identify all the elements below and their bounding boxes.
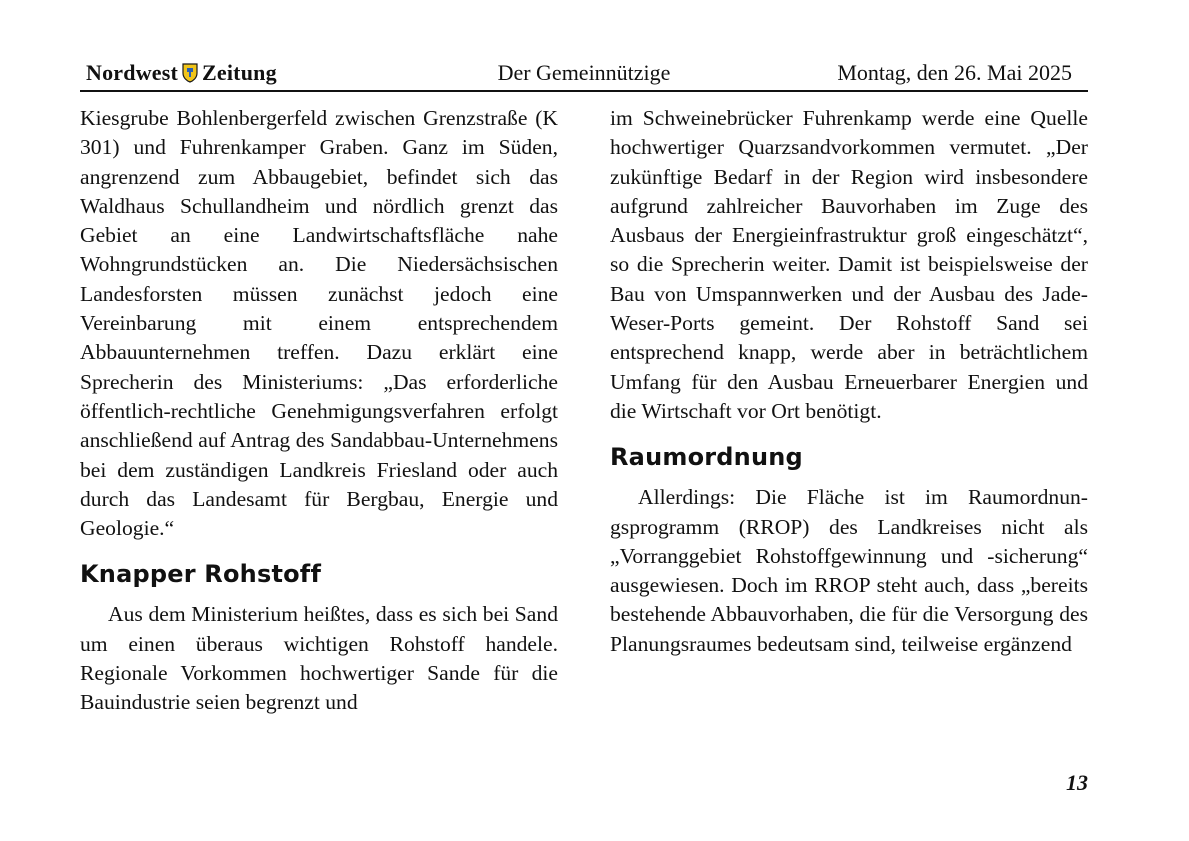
subheading-raumordnung: Raumordnung	[610, 443, 803, 472]
right-column	[610, 104, 1088, 659]
page-number: 13	[1066, 770, 1088, 795]
article-paragraph: Kiesgrube Bohlenbergerfeld zwischen Grenzstraße (K 301) und Fuhrenkamper Graben. Ganz im Süden, angrenzend zum Abbaugebiet, befindet sich das Waldhaus Schullandheim und nördlich grenzt das Gebiet an eine Landwirtschaftsfläche nahe Wohngrundstücken an. Die Niedersächsischen Landesforsten müssen zunächst jedoch eine Vereinbarung mit einem entsprechendem Abbauunternehmen treffen. Dazu erklärt eine Sprecherin des Ministeriums: „Das erforderliche öffentlich-rechtliche Genehmigungsverfahren erfolgt anschließend auf Antrag des Sandabbau-Unternehmens bei dem zuständigen Landkreis Friesland oder auch durch das Landesamt für Bergbau, Energie und Geologie.“	[80, 106, 558, 541]
issue-date: Montag, den 26. Mai 2025	[837, 60, 1072, 85]
article-paragraph: Aus dem Ministerium heißtes, dass es sich bei Sand um einen überaus wichtigen Rohstoff handele. Regionale Vorkommen hochwertiger Sande für die Bauindustrie seien begrenzt und	[80, 602, 558, 715]
masthead-word-right: Zeitung	[202, 60, 277, 85]
article-paragraph: Allerdings: Die Fläche ist im Raumordnungsprogramm (RROP) des Landkreises nicht als „Vorranggebiet Rohstoffgewinnung und ‑sicherung“ ausgewiesen. Doch im RROP steht auch, dass „bereits bestehende Abbauvorhaben, die für die Versorgung des Planungsraumes bedeutsam sind, teilweise ergänzend	[610, 485, 1088, 656]
subheading-knapper-rohstoff: Knapper Rohstoff	[80, 560, 322, 589]
section-title: Der Gemeinnützige	[497, 60, 671, 85]
article-paragraph: im Schweinebrücker Fuhrenkamp werde eine Quelle hochwertiger Quarzsandvorkommen vermutet. „Der zukünftige Bedarf in der Region wird insbesondere aufgrund zahlreicher Bauvorhaben im Zuge des Ausbaus der Energieinfrastruktur groß eingeschätzt“, so die Sprecherin weiter. Damit ist beispielsweise der Bau von Umspannwerken und der Ausbau des Jade-Weser-Ports gemeint. Der Rohstoff Sand sei entsprechend knapp, werde aber in beträchtlichem Umfang für den Ausbau Erneuerbarer Energien und die Wirtschaft vor Ort benötigt.	[610, 106, 1088, 423]
masthead-word-left: Nordwest	[86, 60, 179, 85]
left-column	[80, 104, 558, 718]
page-header	[80, 58, 1088, 92]
